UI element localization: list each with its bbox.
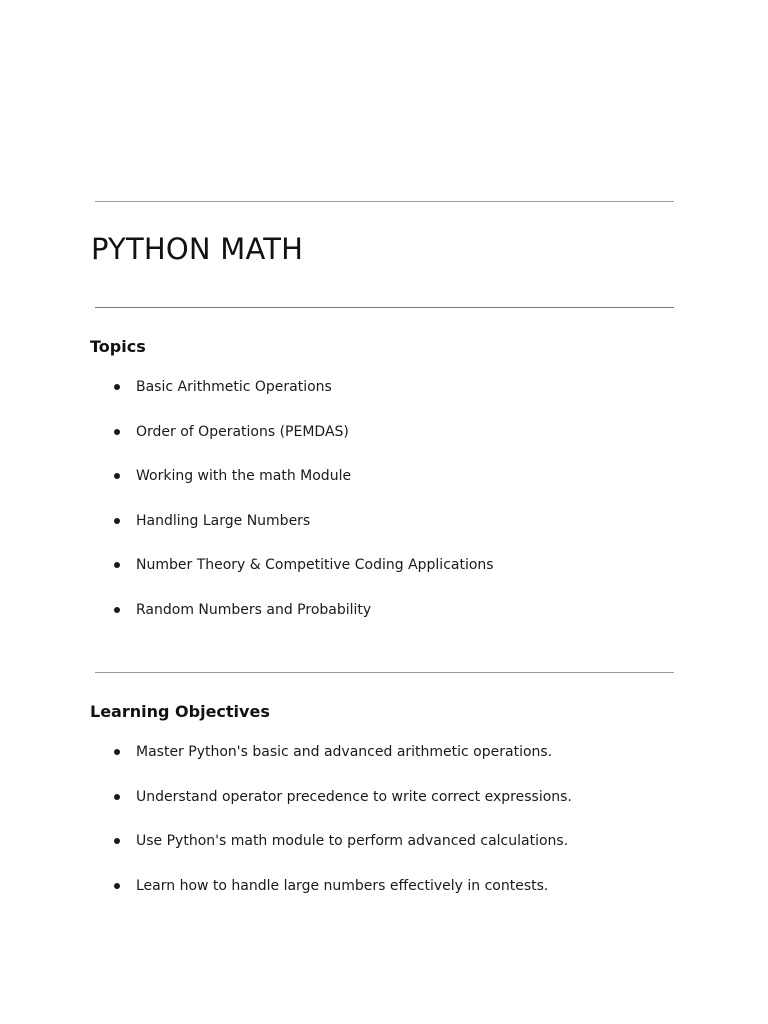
bullet-icon (114, 518, 120, 524)
topic-text: Basic Arithmetic Operations (136, 379, 332, 395)
list-item (0, 600, 768, 645)
divider-title (95, 307, 674, 308)
list-item (0, 742, 768, 787)
list-item (0, 831, 768, 876)
bullet-icon (114, 384, 120, 390)
topic-text: Handling Large Numbers (136, 512, 311, 529)
objective-text: Use Python's math module to perform advanced calculations. (136, 833, 569, 850)
bullet-icon (114, 429, 120, 435)
page-title: PYTHON MATH (91, 232, 304, 266)
list-item (0, 466, 768, 511)
bullet-icon (114, 883, 120, 889)
bullet-icon (114, 838, 120, 844)
list-item (0, 422, 768, 467)
objective-text: Understand operator precedence to write correct expressions. (136, 788, 572, 805)
list-item (0, 511, 768, 556)
list-item (0, 555, 768, 600)
topic-text: Working with the math Module (136, 468, 352, 485)
objective-text: Master Python's basic and advanced arithmetic operations. (136, 744, 553, 760)
bullet-icon (114, 607, 120, 613)
divider-top (95, 201, 674, 202)
objectives-list (0, 742, 768, 920)
bullet-icon (114, 749, 120, 755)
bullet-icon (114, 562, 120, 568)
topics-heading: Topics (90, 337, 146, 356)
topics-list (0, 377, 768, 645)
bullet-icon (114, 473, 120, 479)
list-item (0, 377, 768, 422)
list-item (0, 876, 768, 921)
topic-text: Number Theory & Competitive Coding Applications (136, 557, 494, 574)
topic-text: Random Numbers and Probability (136, 601, 372, 618)
divider-objectives (95, 672, 674, 673)
objectives-heading: Learning Objectives (90, 702, 270, 721)
bullet-icon (114, 794, 120, 800)
topic-text: Order of Operations (PEMDAS) (136, 423, 349, 440)
objective-text: Learn how to handle large numbers effectively in contests. (136, 877, 549, 894)
list-item (0, 787, 768, 832)
